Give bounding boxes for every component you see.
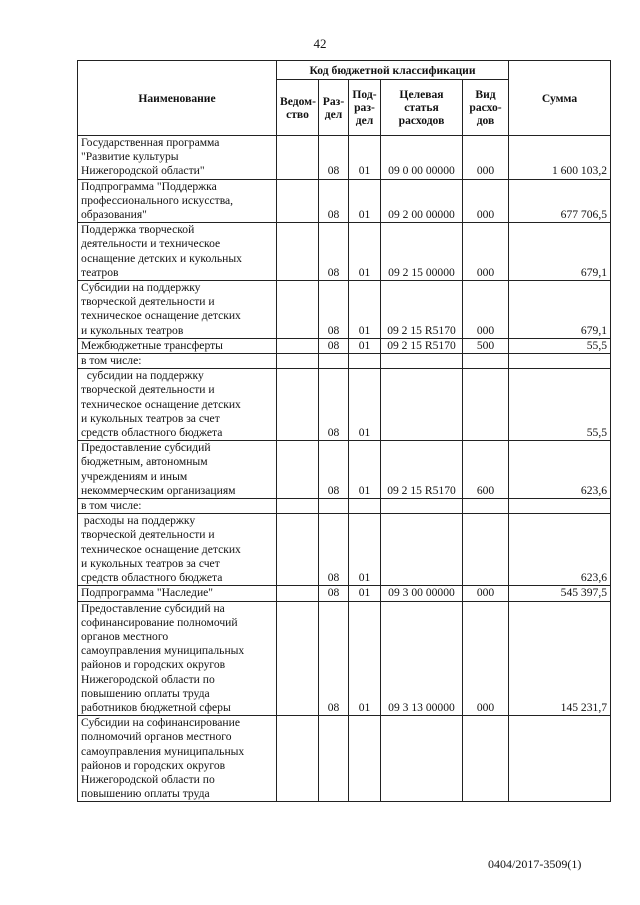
cell-vid: 500 — [463, 338, 509, 353]
header-code-group: Код бюджетной классификации — [277, 61, 509, 80]
cell-name: в том числе: — [78, 499, 277, 514]
cell-podrazdel: 01 — [349, 586, 381, 601]
table-row — [78, 586, 611, 601]
cell-razdel: 08 — [319, 281, 349, 339]
cell-vedomstvo — [277, 586, 319, 601]
cell-razdel: 08 — [319, 338, 349, 353]
header-razdel: Раз- дел — [319, 80, 349, 136]
header-podrazdel: Под- раз- дел — [349, 80, 381, 136]
cell-razdel: 08 — [319, 369, 349, 441]
cell-podrazdel: 01 — [349, 441, 381, 499]
cell-name: Подпрограмма "Поддержка профессионального искусства, образования" — [78, 179, 277, 223]
cell-podrazdel: 01 — [349, 136, 381, 180]
cell-target — [381, 354, 463, 369]
cell-sum — [509, 354, 611, 369]
cell-target: 09 2 15 R5170 — [381, 441, 463, 499]
cell-vedomstvo — [277, 354, 319, 369]
table-row — [78, 601, 611, 716]
cell-vid: 600 — [463, 441, 509, 499]
table-row — [78, 499, 611, 514]
cell-podrazdel: 01 — [349, 601, 381, 716]
cell-sum: 545 397,5 — [509, 586, 611, 601]
cell-name: Межбюджетные трансферты — [78, 338, 277, 353]
header-vid: Вид расхо- дов — [463, 80, 509, 136]
table-row — [78, 441, 611, 499]
cell-target: 09 3 13 00000 — [381, 601, 463, 716]
cell-vid: 000 — [463, 281, 509, 339]
cell-name: Предоставление субсидий бюджетным, автономным учреждениям и иным некоммерческим организациям — [78, 441, 277, 499]
cell-sum: 679,1 — [509, 281, 611, 339]
cell-name: Субсидии на поддержку творческой деятельности и техническое оснащение детских и кукольных театров — [78, 281, 277, 339]
cell-podrazdel: 01 — [349, 514, 381, 586]
header-vedomstvo: Ведом- ство — [277, 80, 319, 136]
cell-name: Предоставление субсидий на софинансирование полномочий органов местного самоуправления муниципальных районов и городских округов Нижегородской области по повышению оплаты труда работников бюджетной сферы — [78, 601, 277, 716]
cell-razdel: 08 — [319, 601, 349, 716]
cell-vid — [463, 514, 509, 586]
cell-name: расходы на поддержку творческой деятельности и техническое оснащение детских и кукольных театров за счет средств областного бюджета — [78, 514, 277, 586]
cell-sum — [509, 499, 611, 514]
table-header — [78, 61, 611, 136]
cell-vedomstvo — [277, 441, 319, 499]
cell-podrazdel: 01 — [349, 369, 381, 441]
cell-target — [381, 716, 463, 802]
header-sum: Сумма — [509, 61, 611, 136]
cell-target — [381, 514, 463, 586]
cell-target: 09 3 00 00000 — [381, 586, 463, 601]
cell-razdel: 08 — [319, 441, 349, 499]
cell-vid — [463, 354, 509, 369]
table-row — [78, 179, 611, 223]
cell-vid: 000 — [463, 179, 509, 223]
cell-sum: 145 231,7 — [509, 601, 611, 716]
cell-sum: 679,1 — [509, 223, 611, 281]
cell-name: в том числе: — [78, 354, 277, 369]
cell-razdel: 08 — [319, 586, 349, 601]
cell-razdel: 08 — [319, 136, 349, 180]
cell-target — [381, 369, 463, 441]
cell-sum: 623,6 — [509, 441, 611, 499]
cell-vid — [463, 716, 509, 802]
cell-target: 09 2 00 00000 — [381, 179, 463, 223]
table-row — [78, 281, 611, 339]
cell-name: Поддержка творческой деятельности и техническое оснащение детских и кукольных театров — [78, 223, 277, 281]
cell-vedomstvo — [277, 223, 319, 281]
cell-target: 09 2 15 R5170 — [381, 281, 463, 339]
cell-vedomstvo — [277, 514, 319, 586]
cell-podrazdel — [349, 354, 381, 369]
cell-name: Подпрограмма "Наследие" — [78, 586, 277, 601]
cell-razdel: 08 — [319, 514, 349, 586]
cell-vid: 000 — [463, 586, 509, 601]
table-row — [78, 716, 611, 802]
cell-vedomstvo — [277, 136, 319, 180]
table-row — [78, 136, 611, 180]
cell-vedomstvo — [277, 281, 319, 339]
cell-razdel: 08 — [319, 223, 349, 281]
header-name: Наименование — [78, 61, 277, 136]
cell-podrazdel: 01 — [349, 223, 381, 281]
cell-razdel — [319, 354, 349, 369]
cell-vid: 000 — [463, 223, 509, 281]
table-row — [78, 223, 611, 281]
cell-vedomstvo — [277, 338, 319, 353]
cell-sum: 623,6 — [509, 514, 611, 586]
cell-podrazdel — [349, 499, 381, 514]
cell-vid — [463, 369, 509, 441]
page-number: 42 — [313, 36, 327, 51]
cell-target — [381, 499, 463, 514]
cell-vedomstvo — [277, 716, 319, 802]
table-row — [78, 369, 611, 441]
cell-target: 09 2 15 R5170 — [381, 338, 463, 353]
cell-sum: 677 706,5 — [509, 179, 611, 223]
cell-vedomstvo — [277, 179, 319, 223]
cell-razdel: 08 — [319, 179, 349, 223]
document-code: 0404/2017-3509(1) — [488, 857, 582, 871]
cell-sum: 55,5 — [509, 369, 611, 441]
cell-sum: 55,5 — [509, 338, 611, 353]
cell-vid: 000 — [463, 601, 509, 716]
cell-vedomstvo — [277, 369, 319, 441]
cell-name: субсидии на поддержку творческой деятельности и техническое оснащение детских и кукольных театров за счет средств областного бюджета — [78, 369, 277, 441]
cell-target: 09 0 00 00000 — [381, 136, 463, 180]
cell-podrazdel: 01 — [349, 338, 381, 353]
header-target: Целевая статья расходов — [381, 80, 463, 136]
cell-podrazdel — [349, 716, 381, 802]
table-row — [78, 514, 611, 586]
cell-razdel — [319, 499, 349, 514]
cell-vid: 000 — [463, 136, 509, 180]
cell-podrazdel: 01 — [349, 281, 381, 339]
cell-vid — [463, 499, 509, 514]
cell-podrazdel: 01 — [349, 179, 381, 223]
table-row — [78, 338, 611, 353]
cell-sum: 1 600 103,2 — [509, 136, 611, 180]
cell-vedomstvo — [277, 601, 319, 716]
cell-razdel — [319, 716, 349, 802]
budget-table — [77, 60, 611, 802]
table-body — [78, 136, 611, 802]
cell-target: 09 2 15 00000 — [381, 223, 463, 281]
cell-name: Государственная программа "Развитие культуры Нижегородской области" — [78, 136, 277, 180]
cell-vedomstvo — [277, 499, 319, 514]
table-row — [78, 354, 611, 369]
cell-sum — [509, 716, 611, 802]
cell-name: Субсидии на софинансирование полномочий органов местного самоуправления муниципальных районов и городских округов Нижегородской области по повышению оплаты труда — [78, 716, 277, 802]
